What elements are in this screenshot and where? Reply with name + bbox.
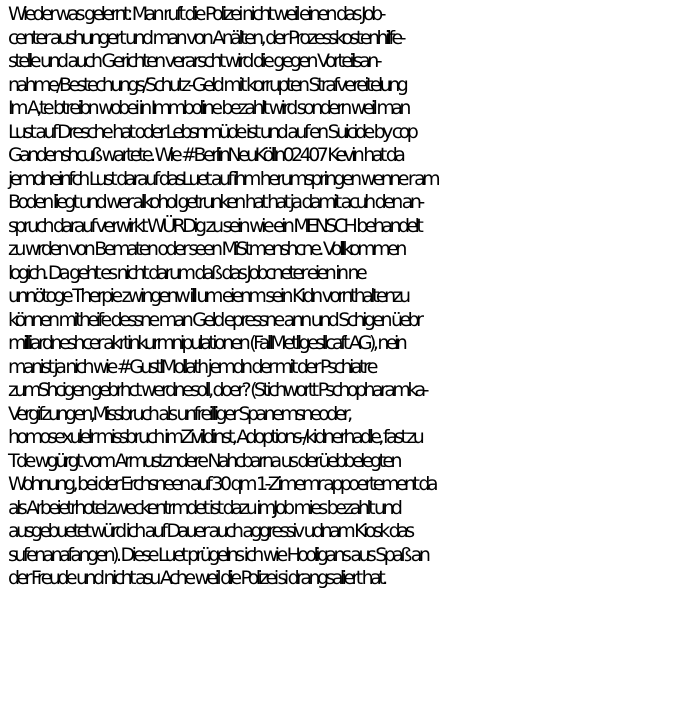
text-line-12: logich. Da geht es nicht darum daß das Jobcneter eien in ne — [8, 261, 365, 284]
text-line-8: jemdneinfch Lust darauf dasLuet auf ihm herumspringen wenne r am — [8, 167, 438, 190]
text-line-6: Lust auf Dresche hat oder Lebsnmüde ist und auf en Suicide by cop — [8, 120, 416, 143]
text-line-17: zumShcigen gebrhct werdnesoll, doer? (Stichwortt Pschopharamka- — [8, 379, 426, 401]
text-line-16: manist ja nich wie #GustlMollath jemdn der mit der Pschiatre — [8, 355, 375, 378]
text-line-9: Boden liegt und wer alkohol getrunken hat hat ja damit acuh den an- — [8, 191, 422, 213]
text-line-15: milliardneshcer akrtinkurmnipulationen (FallMetllgesllcaft AG), nein — [8, 332, 405, 354]
text-line-3: stelle und auch Gerichten verarscht wird die gegen Vorteilsan- — [8, 50, 380, 72]
text-line-2: center aushungert und man von Anälten, der Prozesskostenhilfe- — [8, 26, 403, 49]
text-line-21: Wohnung, bei der Erchsneen auf 30 qm 1-Zimemr appoertement da — [8, 473, 436, 495]
text-line-25: der Freude und nicht asu Ache weil die Polizei si drangsaliert hat. — [8, 567, 385, 589]
text-line-11: zu wrden von Bematen oder seen MiStmenshcne. Vollkommen — [8, 238, 404, 260]
text-line-5: Im A,te btreibn wobei in Immboline bezahlt wird sondern weil man — [8, 97, 408, 119]
text-line-10: spruch darauf verwirkt WÜRDig zu sein wie ein MENSCH behandelt — [8, 214, 421, 237]
text-line-7: Gandenshcuß wartete. Wie #BerlinNeuKölln02407 Kevin hat da — [8, 144, 403, 166]
text-line-13: unnötoge Therpie zwingenw ill um eienm sein Kidn vornthaltenzu — [8, 285, 408, 307]
text-line-4: nahme/Bestechungs/Schutz-Geld mit korrupten Strafvereitelung — [8, 73, 406, 96]
text-line-23: ausgebuetet würd ich auf Dauer auch aggressiv udnam Kiosk das — [8, 520, 412, 542]
text-line-24: sufenanafangen). Diese Luet prügelns ich wie Hooligans aus Spaß an — [8, 543, 428, 566]
text-line-18: Vergifzungen,Missbruch als unfreilliger Spanemsneoder, — [8, 402, 350, 425]
text-line-22: als Arbeietrhotel zweckentrmdet ist dazu imJob mies bezahlt und — [8, 496, 400, 519]
text-line-20: Tde wgürgt vom Armustzndere Nahcbarna us derüebbelegten — [8, 449, 400, 472]
text-line-1: Wieder was gelernt: Man ruft die Polizei nicht weil einen das Job- — [8, 3, 383, 25]
text-line-14: können mitheife dessne man Geld epressne ann und Schigen üebr — [8, 308, 421, 331]
text-line-19: homosexulelr missbruch imZivildinst, Adoptions-/kidnerhadle, fast zu — [8, 426, 422, 448]
